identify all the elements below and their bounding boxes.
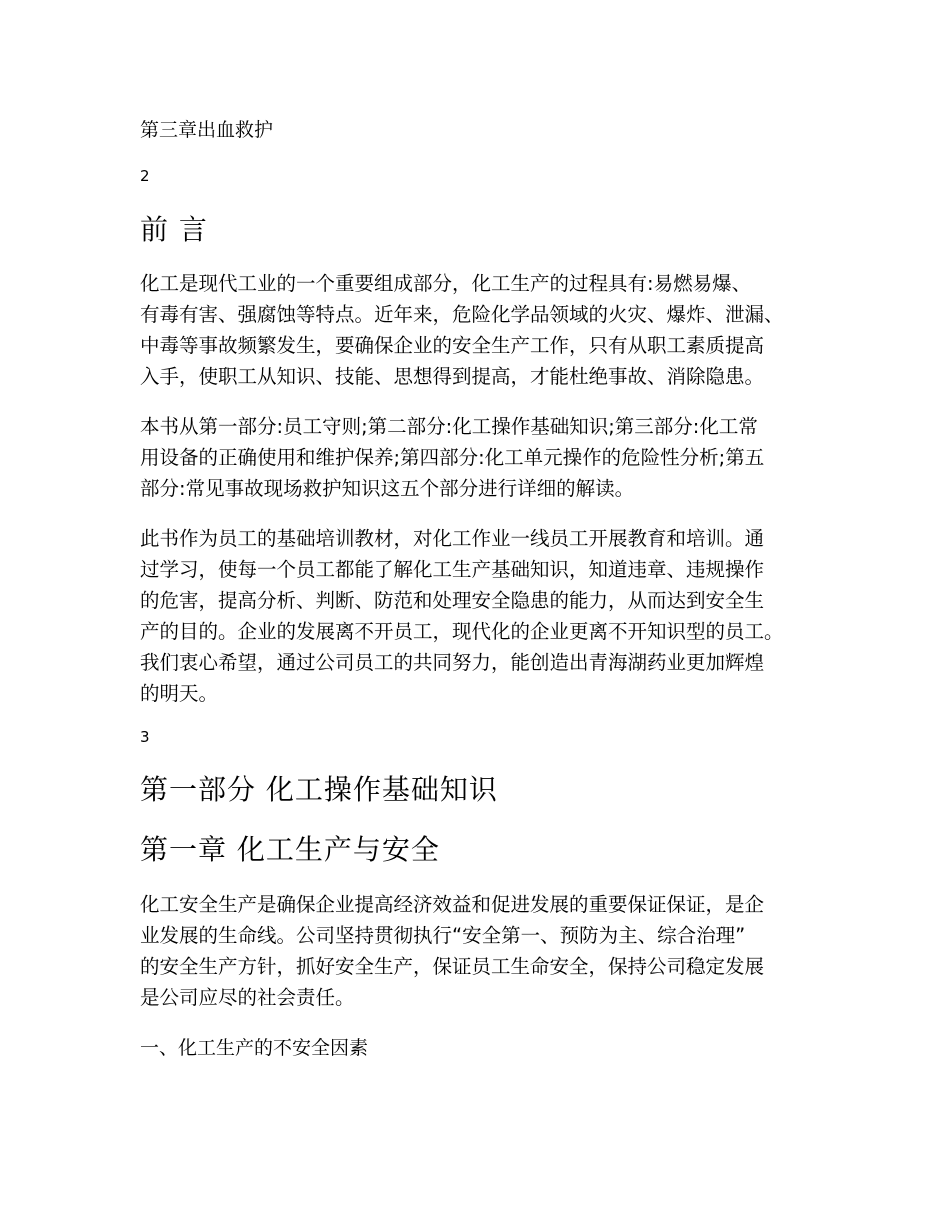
paragraph-line: 部分:常见事故现场救护知识这五个部分进行详细的解读。 bbox=[140, 477, 635, 500]
chapter-1-heading: 第一章 化工生产与安全 bbox=[140, 833, 440, 866]
preface-paragraph-2 bbox=[140, 411, 764, 504]
paragraph-line: 有毒有害、强腐蚀等特点。近年来，危险化学品领域的火灾、爆炸、泄漏、 bbox=[140, 303, 784, 326]
preface-paragraph-1 bbox=[140, 268, 784, 392]
paragraph-line: 过学习，使每一个员工都能了解化工生产基础知识，知道违章、违规操作 bbox=[140, 558, 765, 581]
paragraph-line: 本书从第一部分:员工守则;第二部分:化工操作基础知识;第三部分:化工常 bbox=[140, 415, 758, 438]
preface-heading: 前 言 bbox=[140, 213, 208, 246]
paragraph-line: 业发展的生命线。公司坚持贯彻执行“安全第一、预防为主、综合治理” bbox=[140, 924, 746, 947]
section-1-title: 一、化工生产的不安全因素 bbox=[140, 1037, 369, 1059]
paragraph-line: 用设备的正确使用和维护保养;第四部分:化工单元操作的危险性分析;第五 bbox=[140, 446, 765, 469]
page-number-2: 2 bbox=[140, 167, 150, 185]
paragraph-line: 中毒等事故频繁发生，要确保企业的安全生产工作，只有从职工素质提高 bbox=[140, 334, 765, 357]
paragraph-line: 化工是现代工业的一个重要组成部分，化工生产的过程具有:易燃易爆、 bbox=[140, 272, 752, 295]
preface-paragraph-3 bbox=[140, 523, 784, 709]
page-number-3: 3 bbox=[140, 728, 150, 746]
paragraph-line: 此书作为员工的基础培训教材，对化工作业一线员工开展教育和培训。通 bbox=[140, 527, 765, 550]
paragraph-line: 入手，使职工从知识、技能、思想得到提高，才能杜绝事故、消除隐患。 bbox=[140, 365, 765, 388]
paragraph-line: 是公司应尽的社会责任。 bbox=[140, 986, 355, 1009]
paragraph-line: 化工安全生产是确保企业提高经济效益和促进发展的重要保证保证，是企 bbox=[140, 893, 765, 916]
paragraph-line: 的危害，提高分析、判断、防范和处理安全隐患的能力，从而达到安全生 bbox=[140, 589, 765, 612]
paragraph-line: 的明天。 bbox=[140, 682, 219, 705]
chapter-1-paragraph bbox=[140, 889, 764, 1013]
paragraph-line: 的安全生产方针，抓好安全生产，保证员工生命安全，保持公司稳定发展 bbox=[140, 955, 765, 978]
chapter-3-title: 第三章出血救护 bbox=[140, 119, 274, 141]
paragraph-line: 我们衷心希望，通过公司员工的共同努力，能创造出青海湖药业更加辉煌 bbox=[140, 651, 765, 674]
part-1-heading: 第一部分 化工操作基础知识 bbox=[140, 773, 498, 806]
paragraph-line: 产的目的。企业的发展离不开员工，现代化的企业更离不开知识型的员工。 bbox=[140, 620, 784, 643]
